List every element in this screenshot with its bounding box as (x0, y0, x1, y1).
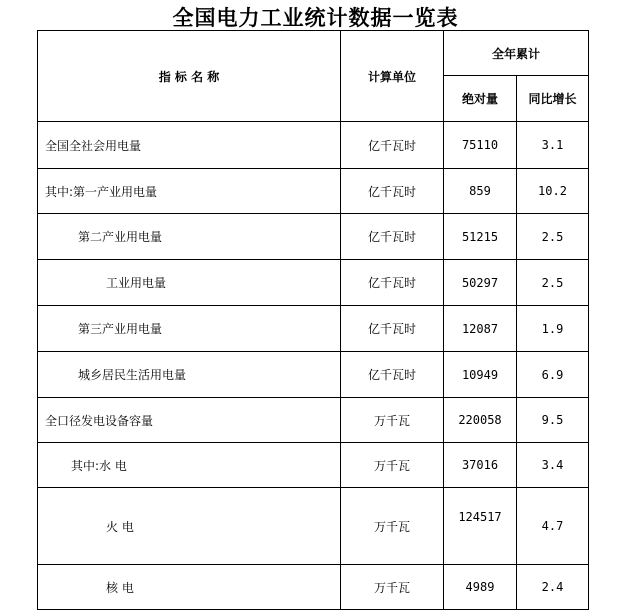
row-absolute: 859 (444, 169, 517, 214)
row-name: 火 电 (38, 488, 341, 565)
row-yoy: 1.9 (517, 306, 589, 352)
header-cumulative: 全年累计 (444, 31, 589, 76)
table-row (38, 352, 589, 398)
page-title: 全国电力工业统计数据一览表 (172, 6, 459, 30)
statistics-table (37, 30, 589, 610)
row-absolute: 124517 (444, 488, 517, 565)
row-name: 全国全社会用电量 (38, 122, 341, 169)
row-name: 其中:第一产业用电量 (38, 169, 341, 214)
row-name: 第三产业用电量 (38, 306, 341, 352)
row-yoy: 3.4 (517, 443, 589, 488)
row-yoy: 6.9 (517, 352, 589, 398)
row-absolute: 51215 (444, 214, 517, 260)
row-name: 城乡居民生活用电量 (38, 352, 341, 398)
header-yoy: 同比增长 (517, 76, 589, 122)
row-name: 核 电 (38, 565, 341, 610)
table-row (38, 565, 589, 610)
header-absolute: 绝对量 (444, 76, 517, 122)
row-yoy: 3.1 (517, 122, 589, 169)
row-absolute: 12087 (444, 306, 517, 352)
table-row (38, 169, 589, 214)
row-name: 其中:水 电 (38, 443, 341, 488)
row-yoy: 2.4 (517, 565, 589, 610)
row-absolute: 50297 (444, 260, 517, 306)
row-unit: 亿千瓦时 (341, 306, 444, 352)
row-name: 第二产业用电量 (38, 214, 341, 260)
row-absolute: 10949 (444, 352, 517, 398)
table-row (38, 306, 589, 352)
row-name: 全口径发电设备容量 (38, 398, 341, 443)
row-absolute: 37016 (444, 443, 517, 488)
row-unit: 万千瓦 (341, 488, 444, 565)
header-indicator: 指 标 名 称 (38, 31, 341, 122)
row-yoy: 9.5 (517, 398, 589, 443)
row-unit: 亿千瓦时 (341, 214, 444, 260)
row-unit: 万千瓦 (341, 565, 444, 610)
table-row (38, 260, 589, 306)
row-yoy: 10.2 (517, 169, 589, 214)
row-unit: 亿千瓦时 (341, 169, 444, 214)
row-unit: 万千瓦 (341, 443, 444, 488)
table-row (38, 214, 589, 260)
row-name: 工业用电量 (38, 260, 341, 306)
row-yoy: 4.7 (517, 488, 589, 565)
header-unit: 计算单位 (341, 31, 444, 122)
table-row (38, 122, 589, 169)
row-unit: 万千瓦 (341, 398, 444, 443)
row-yoy: 2.5 (517, 214, 589, 260)
row-unit: 亿千瓦时 (341, 260, 444, 306)
row-yoy: 2.5 (517, 260, 589, 306)
row-absolute: 4989 (444, 565, 517, 610)
row-unit: 亿千瓦时 (341, 352, 444, 398)
row-unit: 亿千瓦时 (341, 122, 444, 169)
table-row (38, 398, 589, 443)
table-row (38, 488, 589, 565)
row-absolute: 220058 (444, 398, 517, 443)
row-absolute: 75110 (444, 122, 517, 169)
table-row (38, 443, 589, 488)
